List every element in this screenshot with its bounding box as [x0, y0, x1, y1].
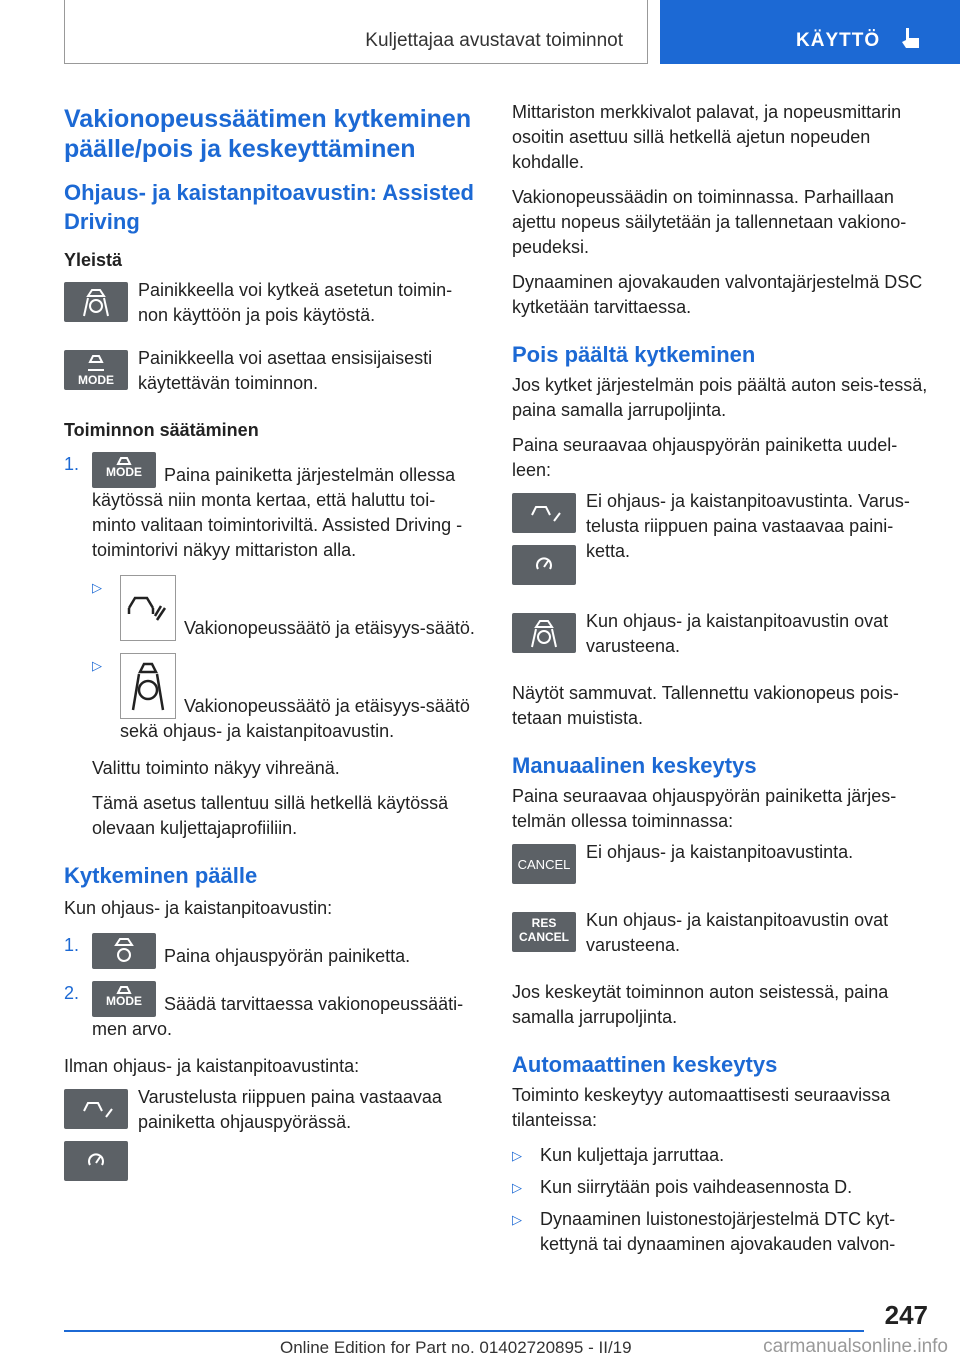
paragraph: Paina seuraavaa ohjauspyörän painiketta järjes-telmän ollessa toiminnassa:: [512, 786, 897, 831]
button-explanation-text: Kun ohjaus- ja kaistanpitoavustin ovat varusteena.: [586, 611, 889, 656]
list-item-text: Kun kuljettaja jarruttaa.: [540, 1145, 725, 1165]
watermark: carmanualsonline.info: [763, 1336, 948, 1357]
footer-divider: [64, 1330, 864, 1332]
section-heading-auto-pause: Automaattinen keskeytys: [512, 1052, 778, 1077]
list-item-text: Paina painiketta järjestelmän ollessa käytössä niin monta kertaa, että haluttu toi-minto valitaan toimintoriviltä. Assisted Driving -toimintorivi näkyy mittariston alla.: [92, 465, 463, 560]
section-heading-manual-pause: Manuaalinen keskeytys: [512, 753, 757, 778]
page-number: 247: [884, 1300, 928, 1330]
cancel-label: CANCEL: [517, 857, 571, 872]
list-item: [64, 981, 478, 1042]
list-number: 1.: [64, 454, 80, 474]
cruise-distance-icon: [120, 575, 176, 641]
paragraph: Toiminto keskeytyy automaattisesti seuraavissa tilanteissa:: [512, 1085, 891, 1130]
paragraph: Ilman ohjaus- ja kaistanpitoavustinta:: [64, 1056, 360, 1076]
paragraph: Vakionopeussäädin on toiminnassa. Parhaillaan ajettu nopeus säilytetään ja tallennetaan vakiono-peudeksi.: [512, 187, 907, 257]
assist-steering-button-icon: [64, 282, 128, 322]
section-heading-assisted-driving: Ohjaus- ja kaistanpitoavustin: Assisted Driving: [64, 180, 474, 234]
button-explanation: [512, 613, 928, 665]
header-tab[interactable]: [660, 0, 960, 64]
list-item-text: Dynaaminen luistonestojärjestelmä DTC kyt-kettynä tai dynaaminen ajovakauden valvon-: [540, 1209, 896, 1254]
list-item: [64, 452, 478, 563]
paragraph: Valittu toiminto näkyy vihreänä.: [92, 758, 340, 778]
button-explanation-text: Painikkeella voi kytkeä asetetun toimin-non käyttöön ja pois käytöstä.: [138, 280, 453, 325]
section-heading-switch-off: Pois päältä kytkeminen: [512, 342, 756, 367]
cancel-label: CANCEL: [519, 930, 569, 944]
triangle-bullet-icon: ▷: [512, 1212, 522, 1227]
list-item-text: Säädä tarvittaessa vakionopeussääti-men arvo.: [92, 994, 464, 1039]
button-explanation-text: Varustelusta riippuen paina vastaavaa painiketta ohjauspyörässä.: [138, 1087, 442, 1132]
paragraph: Mittariston merkkivalot palavat, ja nopeusmittarin osoitin asettuu sillä hetkellä ajetun nopeuden kohdalle.: [512, 102, 902, 172]
triangle-bullet-icon: ▷: [92, 658, 102, 673]
paragraph: Jos kytket järjestelmän pois päältä auton seis-tessä, paina samalla jarrupoljinta.: [512, 375, 928, 420]
mode-label: MODE: [78, 373, 114, 387]
res-label: RES: [531, 916, 557, 930]
assist-steering-button-icon: [92, 933, 156, 969]
triangle-bullet-icon: ▷: [92, 580, 102, 595]
triangle-bullet-icon: ▷: [512, 1148, 522, 1163]
button-explanation-text: Ei ohjaus- ja kaistanpitoavustinta. Varus-telusta riippuen paina vastaavaa paini-ketta.: [586, 491, 910, 561]
footer-edition: Online Edition for Part no. 01402720895 - II/19: [280, 1338, 632, 1357]
list-item: [512, 1143, 928, 1168]
cancel-button-icon: [512, 844, 576, 884]
list-number: 1.: [64, 935, 80, 955]
page-title: Vakionopeussäätimen kytkeminen päälle/pois ja keskeyttäminen: [64, 105, 472, 163]
mode-button-icon: [92, 981, 156, 1017]
cruise-distance-button-icon: [512, 493, 576, 533]
cruise-button-icon: [512, 545, 576, 585]
subheading-adjust: Toiminnon säätäminen: [64, 420, 259, 440]
cruise-button-icon: [64, 1141, 128, 1181]
button-explanation-text: Painikkeella voi asettaa ensisijaisesti käytettävän toiminnon.: [138, 348, 433, 393]
mode-button-icon: [64, 350, 128, 390]
cruise-steering-icon: [120, 653, 176, 719]
header-tab-label: KÄYTTÖ: [796, 30, 881, 51]
header-section-box: [64, 0, 648, 64]
button-explanation-text: Kun ohjaus- ja kaistanpitoavustin ovat varusteena.: [586, 910, 889, 955]
list-item-text: Vakionopeussäätö ja etäisyys-säätö sekä ohjaus- ja kaistanpitoavustin.: [120, 696, 470, 741]
list-item-text: Paina ohjauspyörän painiketta.: [164, 946, 411, 966]
subheading-general: Yleistä: [64, 250, 123, 270]
res-cancel-button-icon: [512, 912, 576, 952]
list-item: [512, 1175, 928, 1200]
cruise-distance-button-icon: [64, 1089, 128, 1129]
list-item: [512, 1207, 928, 1257]
list-item: [92, 653, 478, 744]
paragraph: Kun ohjaus- ja kaistanpitoavustin:: [64, 898, 333, 918]
button-explanation-text: Ei ohjaus- ja kaistanpitoavustinta.: [586, 842, 854, 862]
button-explanation: [512, 844, 928, 896]
header-section-title: Kuljettajaa avustavat toiminnot: [365, 30, 623, 51]
list-item-text: Vakionopeussäätö ja etäisyys-säätö.: [184, 618, 475, 638]
mode-label: MODE: [106, 465, 142, 479]
list-item: [64, 933, 478, 969]
mode-label: MODE: [106, 994, 142, 1008]
button-explanation: [64, 1089, 478, 1193]
list-item-text: Kun siirrytään pois vaihdeasennosta D.: [540, 1177, 853, 1197]
assist-steering-button-icon: [512, 613, 576, 653]
res-cancel-label: [512, 916, 576, 944]
button-explanation: [64, 282, 478, 334]
paragraph: Paina seuraavaa ohjauspyörän painiketta uudel-leen:: [512, 435, 898, 480]
list-item: [92, 575, 478, 641]
triangle-bullet-icon: ▷: [512, 1180, 522, 1195]
right-column: [512, 100, 928, 1264]
paragraph: Näytöt sammuvat. Tallennettu vakionopeus pois-tetaan muistista.: [512, 683, 899, 728]
list-number: 2.: [64, 983, 80, 1003]
button-explanation: [512, 912, 928, 964]
left-column: [64, 100, 478, 1209]
section-heading-switch-on: Kytkeminen päälle: [64, 863, 258, 888]
button-explanation: [512, 493, 928, 597]
mode-button-icon: [92, 452, 156, 488]
paragraph: Tämä asetus tallentuu sillä hetkellä käytössä olevaan kuljettajaprofiiliin.: [92, 793, 449, 838]
paragraph: Dynaaminen ajovakauden valvontajärjestelmä DSC kytketään tarvittaessa.: [512, 272, 923, 317]
hand-pointer-icon: [900, 26, 922, 50]
paragraph: Jos keskeytät toiminnon auton seistessä, paina samalla jarrupoljinta.: [512, 982, 889, 1027]
button-explanation: [64, 350, 478, 402]
